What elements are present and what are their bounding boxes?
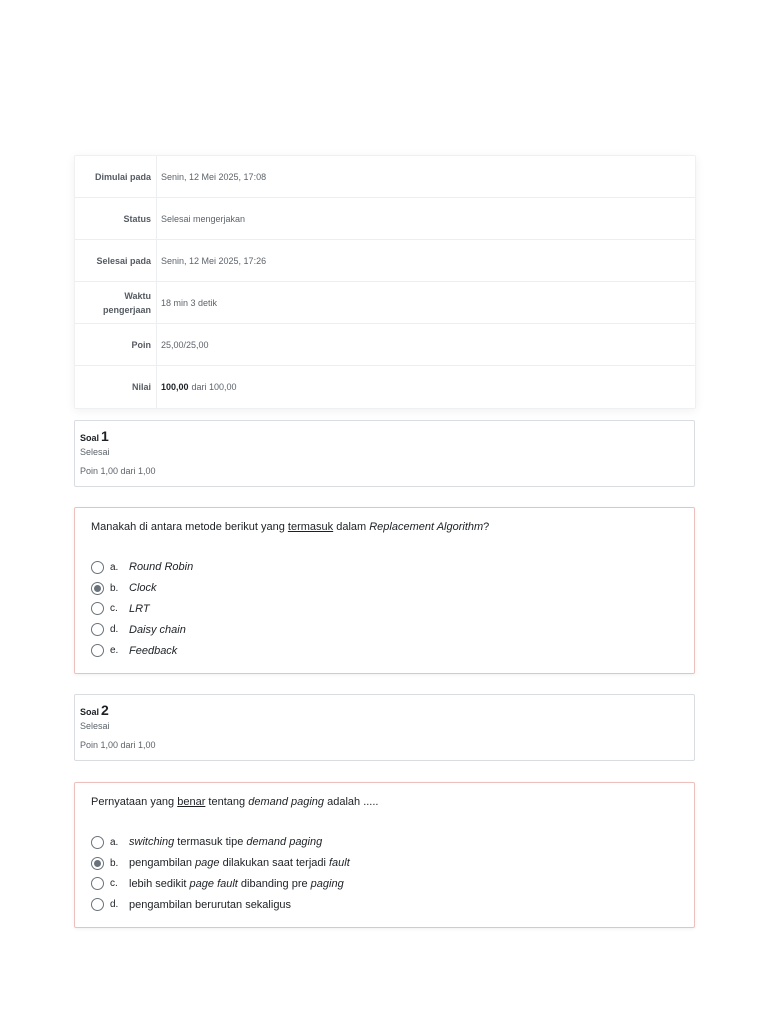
- answer-letter: d.: [110, 899, 119, 911]
- question-points: Poin 1,00 dari 1,00: [80, 740, 156, 750]
- answer-label-part: pengambilan: [129, 857, 196, 870]
- question-text: [91, 796, 678, 810]
- answer-letter: d.: [110, 624, 119, 636]
- answer-label-part: page fault: [189, 877, 238, 890]
- radio-unselected-icon[interactable]: [91, 836, 104, 849]
- question-content-1: [74, 507, 695, 674]
- question-text-italic: Replacement Algorithm: [369, 521, 484, 533]
- question-text-part: ?: [483, 521, 490, 533]
- summary-value: 18 min 3 detik: [161, 297, 218, 308]
- grade-max: dari 100,00: [191, 382, 237, 392]
- summary-row-finished: [75, 240, 695, 282]
- question-text-underlined: termasuk: [287, 521, 334, 533]
- answer-option[interactable]: [91, 894, 678, 915]
- answer-label-part: LRT: [129, 602, 150, 615]
- answer-label: [129, 836, 322, 848]
- question-text-italic: demand paging: [248, 796, 325, 808]
- answer-label: [129, 561, 193, 573]
- answer-label: [129, 857, 350, 869]
- radio-unselected-icon[interactable]: [91, 898, 104, 911]
- answer-label: [129, 899, 291, 911]
- summary-row-grade: [75, 366, 695, 408]
- summary-value: Selesai mengerjakan: [161, 213, 246, 224]
- question-number: 2: [101, 702, 109, 718]
- answer-list: [91, 832, 678, 915]
- answer-option[interactable]: [91, 832, 678, 853]
- answer-label-part: Feedback: [129, 644, 178, 657]
- answer-letter: a.: [110, 836, 119, 848]
- answer-label: [129, 645, 177, 657]
- answer-label: [129, 624, 186, 636]
- summary-label: Status: [75, 198, 157, 239]
- question-title: [80, 700, 689, 717]
- question-points: Poin 1,00 dari 1,00: [80, 466, 156, 476]
- answer-label: [129, 603, 150, 615]
- question-text: [91, 521, 678, 535]
- attempt-summary-table: [74, 155, 696, 409]
- answer-option[interactable]: [91, 599, 678, 620]
- question-text-part: dalam: [333, 521, 370, 533]
- answer-letter: b.: [110, 582, 119, 594]
- question-info-1: [74, 420, 695, 487]
- question-state: Selesai: [80, 447, 110, 457]
- summary-row-points: [75, 324, 695, 366]
- answer-option[interactable]: [91, 619, 678, 640]
- radio-selected-icon[interactable]: [91, 582, 104, 595]
- radio-unselected-icon[interactable]: [91, 602, 104, 615]
- answer-label-part: pengambilan berurutan sekaligus: [129, 898, 292, 911]
- summary-value: Senin, 12 Mei 2025, 17:08: [161, 171, 267, 182]
- answer-label-part: lebih sedikit: [129, 877, 190, 890]
- answer-option[interactable]: [91, 874, 678, 895]
- answer-option[interactable]: [91, 853, 678, 874]
- question-label: Soal: [80, 707, 100, 717]
- radio-unselected-icon[interactable]: [91, 644, 104, 657]
- summary-label: Selesai pada: [75, 240, 157, 281]
- answer-label-part: page: [195, 857, 220, 870]
- summary-label: Nilai: [75, 366, 157, 408]
- summary-value: [157, 366, 695, 408]
- summary-value: Senin, 12 Mei 2025, 17:26: [161, 255, 267, 266]
- answer-label-part: termasuk tipe: [174, 836, 247, 849]
- question-label: Soal: [80, 433, 100, 443]
- answer-label-part: paging: [310, 877, 344, 890]
- summary-label: Dimulai pada: [75, 156, 157, 197]
- answer-label-part: Round Robin: [129, 561, 194, 574]
- answer-label-part: Clock: [129, 582, 157, 595]
- answer-option[interactable]: [91, 578, 678, 599]
- answer-letter: a.: [110, 561, 119, 573]
- radio-unselected-icon[interactable]: [91, 561, 104, 574]
- radio-selected-icon[interactable]: [91, 857, 104, 870]
- radio-unselected-icon[interactable]: [91, 623, 104, 636]
- summary-value: 25,00/25,00: [161, 339, 209, 350]
- question-info-2: [74, 694, 695, 761]
- answer-label-part: Daisy chain: [129, 623, 186, 636]
- radio-unselected-icon[interactable]: [91, 877, 104, 890]
- question-text-part: adalah .....: [324, 796, 379, 808]
- summary-label: Poin: [75, 324, 157, 365]
- summary-row-status: [75, 198, 695, 240]
- answer-list: [91, 557, 678, 661]
- answer-label-part: demand paging: [246, 836, 323, 849]
- answer-letter: b.: [110, 857, 119, 869]
- answer-letter: c.: [110, 878, 118, 890]
- answer-label-part: switching: [129, 836, 175, 849]
- summary-row-time-taken: [75, 282, 695, 324]
- answer-label-part: dilakukan saat terjadi: [219, 857, 329, 870]
- question-text-part: Pernyataan yang: [91, 796, 178, 808]
- grade-value: 100,00: [161, 382, 189, 392]
- question-title: [80, 426, 689, 443]
- question-text-part: tentang: [205, 796, 249, 808]
- question-state: Selesai: [80, 721, 110, 731]
- question-text-part: Manakah di antara metode berikut yang: [91, 521, 288, 533]
- question-text-underlined: benar: [177, 796, 206, 808]
- answer-label-part: dibanding pre: [237, 877, 311, 890]
- answer-label: [129, 582, 157, 594]
- summary-row-started: [75, 156, 695, 198]
- answer-option[interactable]: [91, 640, 678, 661]
- answer-option[interactable]: [91, 557, 678, 578]
- answer-letter: e.: [110, 645, 119, 657]
- answer-label: [129, 878, 344, 890]
- summary-label: Waktu pengerjaan: [75, 282, 157, 323]
- answer-label-part: fault: [329, 857, 350, 870]
- question-content-2: [74, 782, 695, 928]
- answer-letter: c.: [110, 603, 118, 615]
- question-number: 1: [101, 428, 109, 444]
